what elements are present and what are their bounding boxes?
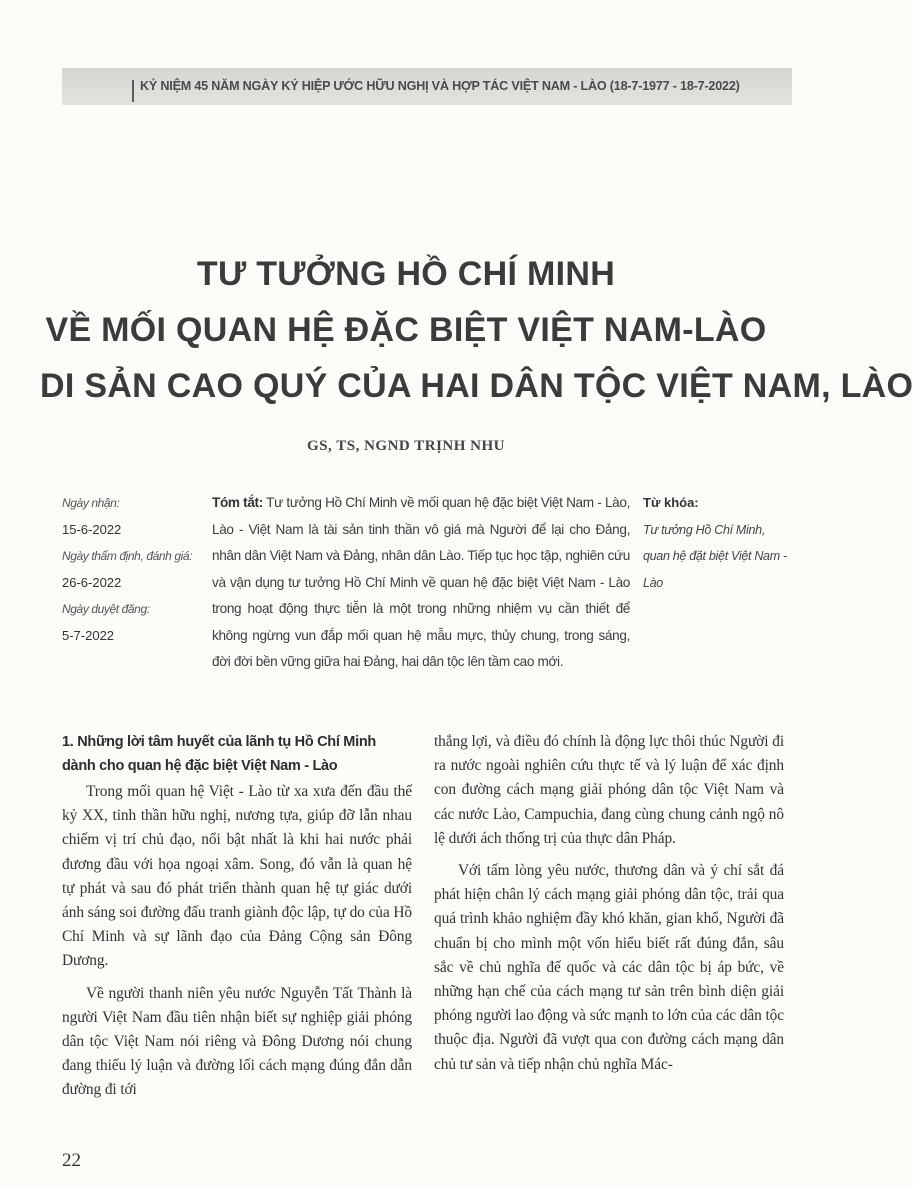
author-byline: GS, TS, NGND TRỊNH NHU <box>307 438 505 454</box>
title-line-1: TƯ TƯỞNG HỒ CHÍ MINH <box>196 255 616 293</box>
abstract <box>212 490 630 676</box>
abstract-label: Tóm tắt: <box>212 495 263 510</box>
title-line-2: VỀ MỐI QUAN HỆ ĐẶC BIỆT VIỆT NAM-LÀO <box>45 311 767 349</box>
body-paragraph: Với tấm lòng yêu nước, thương dân và ý chí sắt đá phát hiện chân lý cách mạng giải phóng dân tộc, trải qua quá trình khảo nghiệm đầy khó khăn, gian khổ, Người đã chuẩn bị cho mình một vốn hiểu biết rất đúng đắn, sâu sắc về chủ nghĩa đế quốc và các dân tộc bị áp bức, về những hạn chế của cách mạng tư sản trên bình diện giải phóng người lao động và sức mạnh to lớn của các dân tộc thuộc địa. Người đã vượt qua con đường cách mạng dân chủ tư sản và tiếp nhận chủ nghĩa Mác- <box>434 862 784 1073</box>
article-title <box>40 246 913 414</box>
received-date: 15-6-2022 <box>62 521 122 537</box>
received-date-label: Ngày nhận: <box>62 496 120 510</box>
reviewed-date-label: Ngày thẩm định, đánh giá: <box>62 549 193 563</box>
abstract-text: Tư tưởng Hồ Chí Minh về mối quan hệ đặc biệt Việt Nam - Lào, Lào - Việt Nam là tài sản tinh thần vô giá mà Người để lại cho Đảng, nhân dân Việt Nam và Đảng, nhân dân Lào. Tiếp tục học tập, nghiên cứu và vận dụng tư tưởng Hồ Chí Minh về quan hệ đặc biệt Việt Nam - Lào trong hoạt động thực tiễn là một trong những nhiệm vụ cần thiết để không ngừng vun đắp mối quan hệ mẫu mực, thủy chung, trong sáng, đời đời bền vững giữa hai Đảng, hai dân tộc lên tầm cao mới. <box>212 495 630 669</box>
keywords-text: Tư tưởng Hồ Chí Minh, quan hệ đặt biệt Việt Nam - Lào <box>643 522 787 590</box>
body-paragraph: Về người thanh niên yêu nước Nguyễn Tất Thành là người Việt Nam đầu tiên nhận biết sự nghiệp giải phóng dân tộc Việt Nam nói riêng và Đông Dương nói chung đang thiếu lý luận và đường lối cách mạng đúng đắn dẫn đường đi tới <box>62 984 412 1099</box>
article-dates <box>62 490 202 649</box>
body-paragraph: thắng lợi, và điều đó chính là động lực thôi thúc Người đi ra nước ngoài nghiên cứu thực tế và lý luận để xác định con đường cách mạng giải phóng dân tộc Việt Nam và các nước Lào, Campuchia, đang cùng chung cảnh ngộ nô lệ dưới ách thống trị của thực dân Pháp. <box>434 733 784 847</box>
approved-date: 5-7-2022 <box>62 627 115 643</box>
body-paragraph: Trong mối quan hệ Việt - Lào từ xa xưa đến đầu thế kỷ XX, tinh thần hữu nghị, nương tựa, giúp đỡ lẫn nhau chiếm vị trí chủ đạo, nổi bật nhất là khi hai nước phải đương đầu với họa ngoại xâm. Song, đó vẫn là quan hệ tự phát và sau đó phát triển thành quan hệ tự giác dưới ánh sáng soi đường đấu tranh giành độc lập, tự do của Hồ Chí Minh và sự lãnh đạo của Đảng Cộng sản Đông Dương. <box>62 783 412 970</box>
body-column-left <box>62 730 412 1111</box>
approved-date-label: Ngày duyệt đăng: <box>62 602 150 616</box>
keywords-label: Từ khóa: <box>643 495 699 510</box>
title-line-3: DI SẢN CAO QUÝ CỦA HAI DÂN TỘC VIỆT NAM, LÀO <box>40 367 913 405</box>
body-column-right <box>434 730 784 1085</box>
running-header: KỶ NIỆM 45 NĂM NGÀY KÝ HIỆP ƯỚC HỮU NGHỊ VÀ HỢP TÁC VIỆT NAM - LÀO (18-7-1977 - 18-7-2022) <box>140 79 740 93</box>
page-number: 22 <box>62 1150 81 1171</box>
section-heading: 1. Những lời tâm huyết của lãnh tụ Hồ Chí Minh dành cho quan hệ đặc biệt Việt Nam - Lào <box>62 734 376 774</box>
keywords <box>643 490 793 596</box>
reviewed-date: 26-6-2022 <box>62 574 122 590</box>
header-divider <box>132 80 134 102</box>
